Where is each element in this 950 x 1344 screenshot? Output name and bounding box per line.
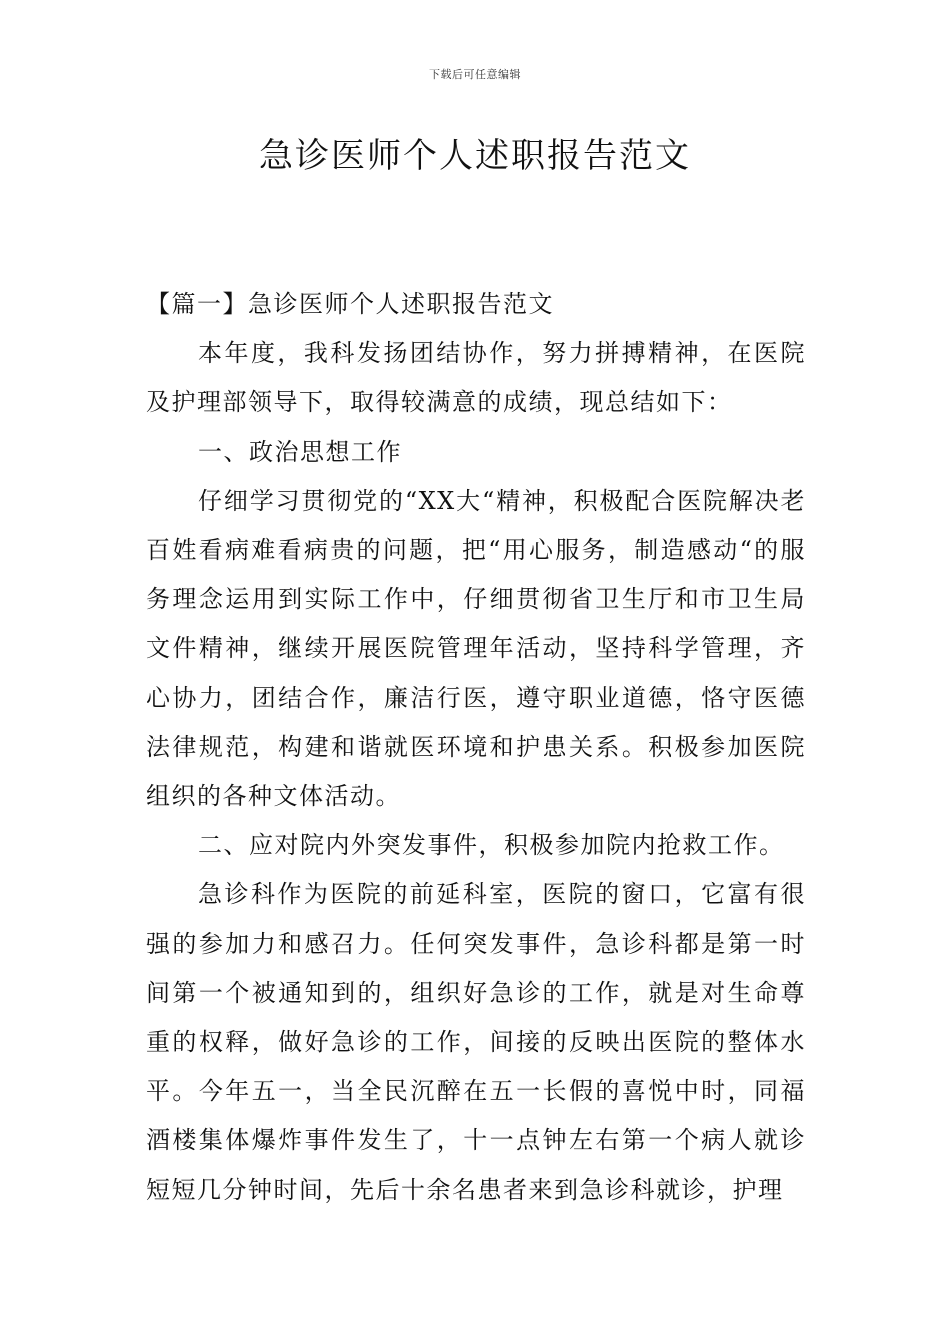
paragraph-intro: 本年度，我科发扬团结协作，努力拼搏精神，在医院及护理部领导下，取得较满意的成绩，现总结如下： — [146, 339, 806, 417]
paragraph-political-work: 仔细学习贯彻党的“XX大“精神，积极配合医院解决老百姓看病难看病贵的问题，把“用心服务，制造感动“的服务理念运用到实际工作中，仔细贯彻省卫生厅和市卫生局文件精神，继续开展医院管理年活动，坚持科学管理，齐心协力，团结合作，廉洁行医，遵守职业道德，恪守医德法律规范，构建和谐就医环境和护患关系。积极参加医院组织的各种文体活动。 — [146, 486, 806, 811]
document-body — [146, 280, 806, 1215]
header-note: 下载后可任意编辑 — [429, 68, 521, 81]
paragraph-emergency-response: 急诊科作为医院的前延科室，医院的窗口，它富有很强的参加力和感召力。任何突发事件，急诊科都是第一时间第一个被通知到的，组织好急诊的工作，就是对生命尊重的权释，做好急诊的工作，间接的反映出医院的整体水平。今年五一，当全民沉醉在五一长假的喜悦中时，同福酒楼集体爆炸事件发生了，十一点钟左右第一个病人就诊短短几分钟时间，先后十余名患者来到急诊科就诊，护理 — [146, 880, 806, 1204]
document-title: 急诊医师个人述职报告范文 — [259, 136, 691, 176]
subheading-political-work: 一、政治思想工作 — [198, 437, 402, 466]
section-heading-part-one: 【篇一】急诊医师个人述职报告范文 — [146, 290, 554, 318]
subheading-emergency-response: 二、应对院内外突发事件，积极参加院内抢救工作。 — [198, 831, 785, 860]
